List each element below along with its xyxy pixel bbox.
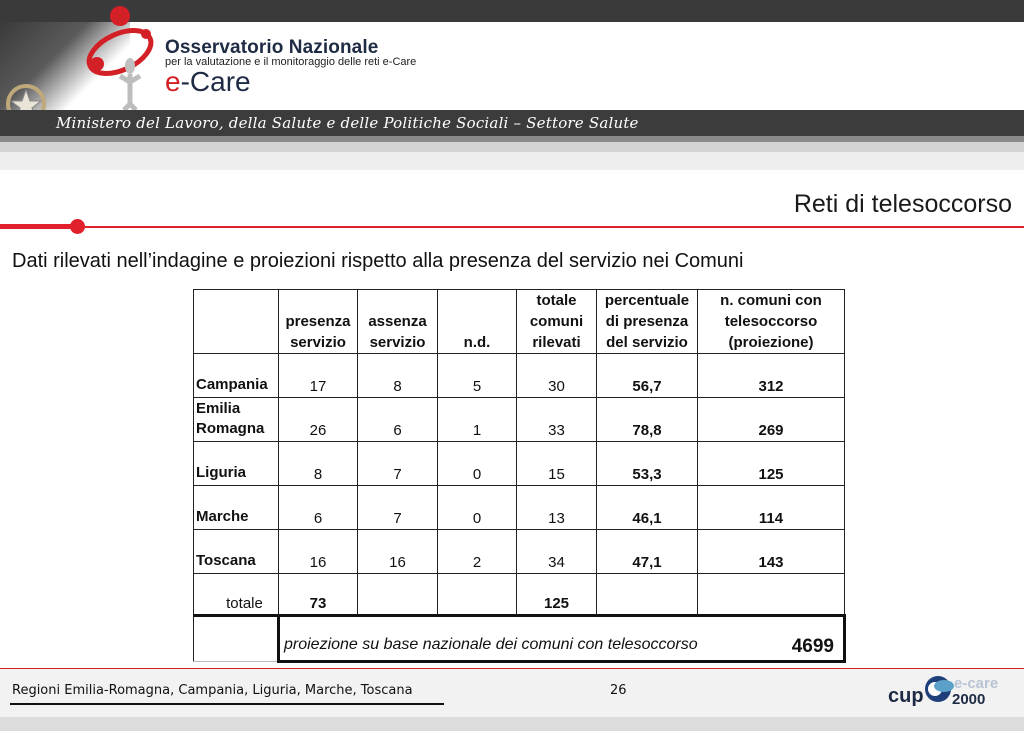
data-table — [193, 289, 846, 663]
proiezione-cell: 143 — [698, 530, 845, 574]
presenza-cell: 26 — [279, 398, 358, 442]
nd-cell: 0 — [438, 442, 517, 486]
proiezione-cell: 114 — [698, 486, 845, 530]
brand-name — [165, 66, 251, 98]
nd-cell: 0 — [438, 486, 517, 530]
header-stripe — [0, 152, 1024, 170]
region-cell: Toscana — [194, 530, 279, 574]
proiezione-cell: 269 — [698, 398, 845, 442]
totals-row — [194, 574, 845, 616]
totals-empty — [597, 574, 698, 616]
assenza-cell: 7 — [358, 442, 438, 486]
totale-cell: 33 — [517, 398, 597, 442]
brand-rest: -Care — [180, 66, 251, 97]
region-cell: Emilia Romagna — [194, 398, 279, 442]
footer-underline — [10, 703, 444, 705]
assenza-cell: 16 — [358, 530, 438, 574]
logo-2000-text: 2000 — [952, 691, 986, 708]
footer-regions: Regioni Emilia-Romagna, Campania, Liguria, Marche, Toscana — [12, 683, 413, 698]
nd-cell: 5 — [438, 354, 517, 398]
totals-empty — [698, 574, 845, 616]
cup2000-ecare-logo — [886, 672, 1016, 710]
region-cell: Liguria — [194, 442, 279, 486]
projection-label: proiezione su base nazionale dei comuni con telesoccorso — [284, 636, 698, 653]
totals-empty — [438, 574, 517, 616]
ministry-text: Ministero del Lavoro, della Salute e delle Politiche Sociali – Settore Salute — [56, 114, 639, 132]
assenza-cell: 6 — [358, 398, 438, 442]
header-stripe — [0, 142, 1024, 152]
table-row — [194, 398, 845, 442]
observatory-logo — [80, 4, 160, 110]
presenza-cell: 8 — [279, 442, 358, 486]
org-subtitle: per la valutazione e il monitoraggio delle reti e-Care — [165, 56, 417, 68]
totale-cell: 15 — [517, 442, 597, 486]
projection-cell — [279, 616, 845, 662]
percentuale-cell: 53,3 — [597, 442, 698, 486]
projection-empty — [194, 616, 279, 662]
percentuale-cell: 56,7 — [597, 354, 698, 398]
percentuale-cell: 47,1 — [597, 530, 698, 574]
header-cell-region — [194, 290, 279, 354]
logo-cup-text: cup — [888, 685, 924, 707]
projection-value: 4699 — [791, 636, 834, 657]
projection-row — [194, 616, 845, 662]
totale-cell: 30 — [517, 354, 597, 398]
header-cell-totale: totale comuni rilevati — [517, 290, 597, 354]
table-row — [194, 530, 845, 574]
table-row — [194, 442, 845, 486]
header-cell-proiezione: n. comuni con telesoccorso (proiezione) — [698, 290, 845, 354]
header-cell-presenza: presenza servizio — [279, 290, 358, 354]
totals-totale: 125 — [517, 574, 597, 616]
percentuale-cell: 46,1 — [597, 486, 698, 530]
header-cell-assenza: assenza servizio — [358, 290, 438, 354]
totals-presenza: 73 — [279, 574, 358, 616]
intro-text: Dati rilevati nell’indagine e proiezioni rispetto alla presenza del servizio nei Comuni — [12, 250, 744, 272]
presenza-cell: 17 — [279, 354, 358, 398]
header-cell-percentuale: percentuale di presenza del servizio — [597, 290, 698, 354]
presenza-cell: 6 — [279, 486, 358, 530]
page-number: 26 — [610, 683, 627, 698]
table-row — [194, 354, 845, 398]
nd-cell: 2 — [438, 530, 517, 574]
slide-title: Reti di telesoccorso — [793, 190, 1012, 218]
nd-cell: 1 — [438, 398, 517, 442]
title-rule — [0, 226, 1024, 228]
presenza-cell: 16 — [279, 530, 358, 574]
region-cell: Marche — [194, 486, 279, 530]
table-row — [194, 486, 845, 530]
totals-empty — [358, 574, 438, 616]
org-name: Osservatorio Nazionale — [165, 37, 379, 58]
table-header-row — [194, 290, 845, 354]
totals-label: totale — [194, 574, 279, 616]
assenza-cell: 7 — [358, 486, 438, 530]
header-cell-nd: n.d. — [438, 290, 517, 354]
proiezione-cell: 312 — [698, 354, 845, 398]
title-rule-accent — [0, 224, 72, 229]
totale-cell: 13 — [517, 486, 597, 530]
brand-e: e — [165, 66, 181, 97]
totale-cell: 34 — [517, 530, 597, 574]
assenza-cell: 8 — [358, 354, 438, 398]
title-rule-dot — [70, 219, 85, 234]
region-cell: Campania — [194, 354, 279, 398]
percentuale-cell: 78,8 — [597, 398, 698, 442]
proiezione-cell: 125 — [698, 442, 845, 486]
logo-ecare-text: e-care — [954, 675, 999, 692]
footer-bottom-band — [0, 717, 1024, 731]
